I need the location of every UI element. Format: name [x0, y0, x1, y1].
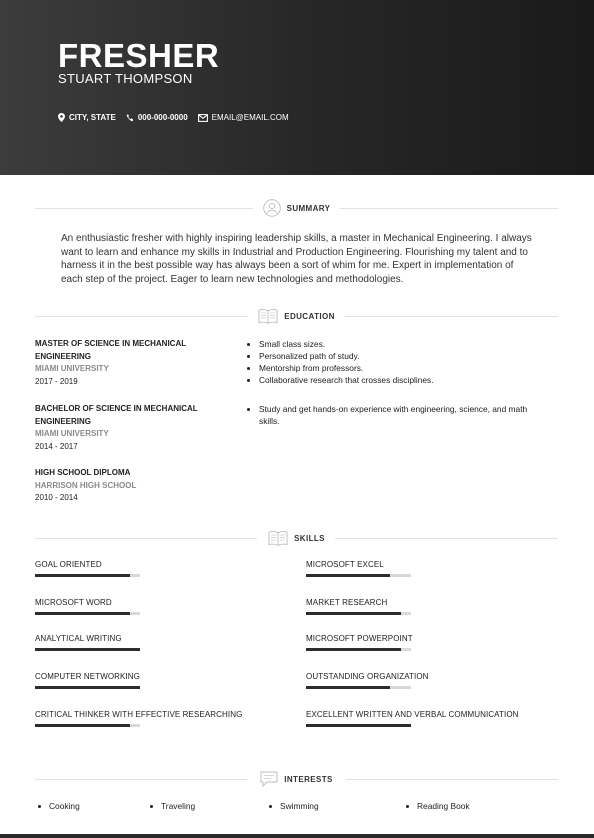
education-dates: 2014 - 2017 — [35, 441, 78, 451]
skills-heading — [35, 528, 558, 548]
footer-bar — [0, 834, 594, 838]
skill-item — [306, 634, 566, 651]
skill-item — [306, 560, 566, 577]
education-bullets — [246, 338, 569, 386]
skill-bar-track — [35, 686, 140, 689]
skill-name: MICROSOFT POWERPOINT — [306, 634, 413, 643]
divider-line — [35, 779, 247, 780]
map-pin-icon — [58, 113, 65, 122]
book-icon — [258, 308, 278, 324]
divider-line — [35, 316, 248, 317]
skill-name: MICROSOFT WORD — [35, 598, 112, 607]
interest-label: Cooking — [49, 801, 80, 811]
skills-title: SKILLS — [294, 533, 325, 543]
skill-name: MARKET RESEARCH — [306, 598, 388, 607]
skill-item — [35, 672, 295, 689]
book-icon — [268, 530, 288, 546]
school-name: MIAMI UNIVERSITY — [35, 429, 109, 438]
header-banner — [0, 0, 594, 175]
list-item: • Personalized path of study. — [259, 350, 569, 362]
skill-bar-fill — [35, 724, 130, 727]
interest-label: Reading Book — [417, 801, 470, 811]
summary-heading — [35, 198, 558, 218]
skill-item — [35, 710, 295, 727]
skill-item — [35, 598, 295, 615]
list-item: • Study and get hands-on experience with engineering, science, and math skills. — [259, 403, 549, 427]
phone-icon — [126, 114, 134, 122]
school-name: HARRISON HIGH SCHOOL — [35, 480, 137, 490]
skill-bar-fill — [306, 612, 401, 615]
contact-info — [58, 113, 299, 122]
degree-title: BACHELOR OF SCIENCE IN MECHANICAL ENGINEERING — [35, 404, 198, 426]
bullet-dot — [406, 805, 409, 808]
skill-item — [306, 598, 566, 615]
interest-label: Swimming — [280, 801, 319, 811]
bullet-dot — [269, 805, 272, 808]
skill-bar-track — [306, 724, 411, 727]
skill-bar-fill — [35, 648, 140, 651]
skill-bar-fill — [35, 686, 140, 689]
education-heading — [35, 306, 558, 326]
skill-name: CRITICAL THINKER WITH EFFECTIVE RESEARCHING — [35, 710, 243, 719]
skill-name: COMPUTER NETWORKING — [35, 672, 141, 681]
divider-line — [35, 208, 253, 209]
degree-title: MASTER OF SCIENCE IN MECHANICAL ENGINEERING — [35, 339, 186, 361]
school-name: MIAMI UNIVERSITY — [35, 364, 109, 373]
list-item: • Collaborative research that crosses disciplines. — [259, 374, 569, 386]
chat-bubble-icon — [260, 771, 278, 787]
skill-bar-track — [306, 686, 411, 689]
contact-email[interactable] — [198, 113, 289, 122]
divider-line — [345, 316, 558, 317]
skill-bar-fill — [306, 574, 390, 577]
skill-item — [35, 560, 295, 577]
skill-item — [306, 710, 566, 727]
contact-phone — [126, 113, 188, 122]
list-item: • Mentorship from professors. — [259, 362, 569, 374]
interest-item — [150, 801, 195, 811]
interest-item — [38, 801, 80, 811]
skill-bar-track — [35, 648, 140, 651]
skill-name: MICROSOFT EXCEL — [306, 560, 384, 569]
interests-heading — [35, 769, 558, 789]
skill-bar-track — [306, 612, 411, 615]
envelope-icon — [198, 114, 208, 122]
education-bullets — [246, 403, 549, 427]
skill-name: OUTSTANDING ORGANIZATION — [306, 672, 429, 681]
email-text: EMAIL@EMAIL.COM — [211, 113, 289, 122]
education-dates: 2010 - 2014 — [35, 493, 78, 502]
skill-bar-track — [35, 724, 140, 727]
skill-bar-fill — [306, 724, 411, 727]
list-item: • Small class sizes. — [259, 338, 569, 350]
interest-item — [406, 801, 470, 811]
summary-title: SUMMARY — [286, 203, 331, 213]
education-entry — [35, 403, 235, 453]
interest-label: Traveling — [161, 801, 196, 811]
skill-name: GOAL ORIENTED — [35, 560, 102, 569]
skill-bar-fill — [35, 612, 130, 615]
divider-line — [35, 538, 257, 539]
candidate-name: STUART THOMPSON — [58, 71, 193, 86]
skill-bar-track — [306, 648, 411, 651]
interests-title: INTERESTS — [284, 774, 333, 784]
location-text: CITY, STATE — [69, 113, 116, 122]
summary-text: An enthusiastic fresher with highly inspiring leadership skills, a master in Mechanical Engineering. I always want to learn and enhance my skills in Industrial and Production Engineering. Flourishing my talent and to harness it in the best possible way has always been a sort of whim for me. Expert in implementation of each step of the project. Eager to learn new technologies and methodologies. — [61, 233, 532, 285]
contact-location — [58, 113, 116, 122]
divider-line — [335, 538, 558, 539]
divider-line — [340, 208, 558, 209]
skill-bar-fill — [306, 648, 401, 651]
user-icon — [263, 199, 281, 217]
skill-name: EXCELLENT WRITTEN AND VERBAL COMMUNICATION — [306, 710, 519, 719]
divider-line — [346, 779, 558, 780]
phone-text: 000-000-0000 — [137, 113, 188, 122]
education-entry — [35, 338, 235, 388]
job-title: FRESHER — [58, 37, 220, 74]
interest-item — [269, 801, 319, 811]
skill-bar-fill — [35, 574, 130, 577]
degree-title: HIGH SCHOOL DIPLOMA — [35, 468, 131, 477]
skill-name: ANALYTICAL WRITING — [35, 634, 122, 643]
bullet-dot — [150, 805, 153, 808]
education-title: EDUCATION — [284, 311, 335, 321]
skill-bar-track — [35, 612, 140, 615]
skill-item — [35, 634, 295, 651]
skill-bar-track — [306, 574, 411, 577]
skill-bar-fill — [306, 686, 390, 689]
skill-bar-track — [35, 574, 140, 577]
bullet-dot — [38, 805, 41, 808]
education-dates: 2017 - 2019 — [35, 376, 78, 386]
education-entry — [35, 467, 235, 505]
skill-item — [306, 672, 566, 689]
